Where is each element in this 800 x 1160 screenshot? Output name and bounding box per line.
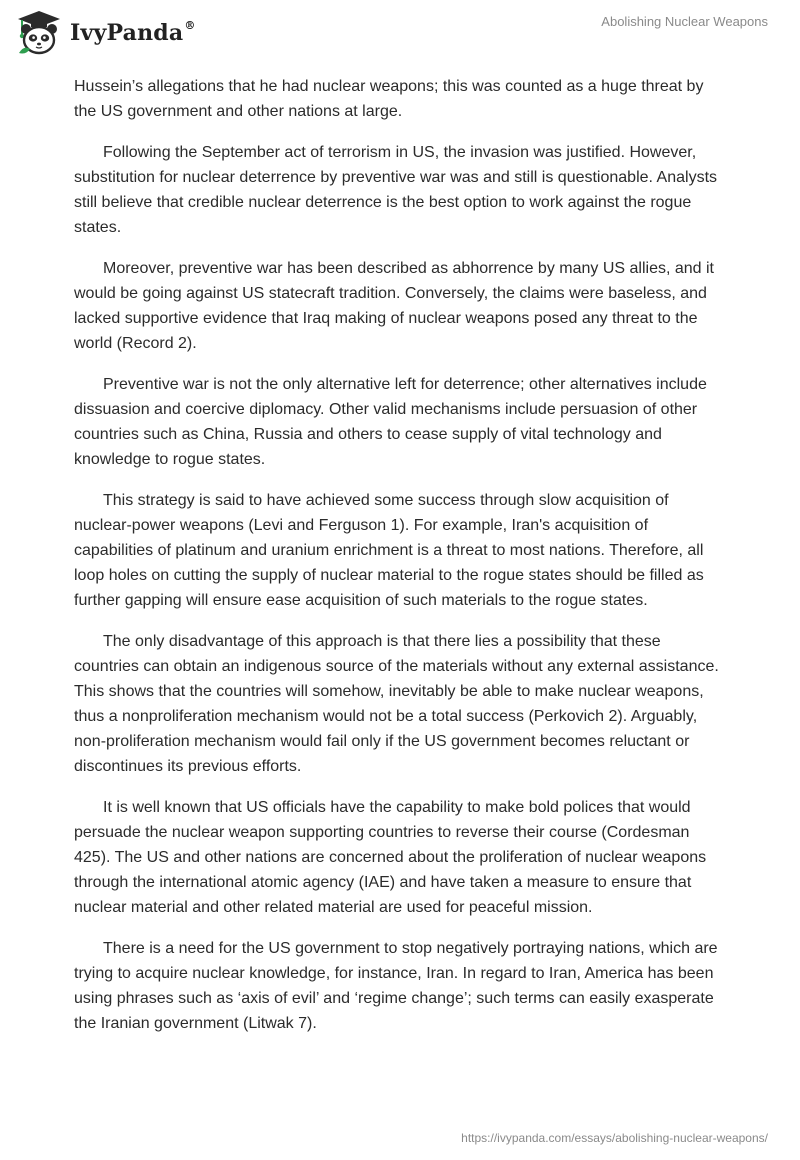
brand-name: IvyPanda® <box>70 18 196 46</box>
paragraph-8: There is a need for the US government to stop negatively portraying nations, which are trying to acquire nuclear knowledge, for instance, Iran. In regard to Iran, America has been using phrases such as ‘axis of evil’ and ‘regime change’; such terms can easily exasperate the Iranian government (Litwak 7). <box>74 940 718 1032</box>
registered-mark: ® <box>184 18 196 32</box>
paragraph-5: This strategy is said to have achieved some success through slow acquisition of nuclear-power weapons (Levi and Ferguson 1). For example, Iran's acquisition of capabilities of platinum and uranium enrichment is a threat to most nations. Therefore, all loop holes on cutting the supply of nuclear material to the rogue states should be filled as further gapping will ensure ease acquisition of such materials to the rogue states. <box>74 492 704 609</box>
page-header <box>0 0 800 70</box>
panda-graduate-logo-icon <box>14 9 64 57</box>
paragraph-4: Preventive war is not the only alternative left for deterrence; other alternatives include dissuasion and coercive diplomacy. Other valid mechanisms include persuasion of other countries such as China, Russia and others to cease supply of vital technology and knowledge to rogue states. <box>74 376 707 468</box>
paragraph-7: It is well known that US officials have the capability to make bold polices that would persuade the nuclear weapon supporting countries to reverse their course (Cordesman 425). The US and other nations are concerned about the proliferation of nuclear weapons through the international atomic agency (IAE) and have taken a measure to ensure that nuclear material and other related material are used for peaceful mission. <box>74 799 707 916</box>
document-title: Abolishing Nuclear Weapons <box>601 14 768 29</box>
essay-body <box>74 74 726 1052</box>
paragraph-6: The only disadvantage of this approach is that there lies a possibility that these countries can obtain an indigenous source of the materials without any external assistance. This shows that the countries will somehow, inevitably be able to make nuclear weapons, thus a nonproliferation mechanism would not be a total success (Perkovich 2). Arguably, non-proliferation mechanism would fail only if the US government becomes reluctant or discontinues its previous efforts. <box>74 633 719 775</box>
paragraph-3: Moreover, preventive war has been described as abhorrence by many US allies, and it would be going against US statecraft tradition. Conversely, the claims were baseless, and lacked supportive evidence that Iraq making of nuclear weapons posed any threat to the world (Record 2). <box>74 260 714 352</box>
brand-logo[interactable] <box>14 9 196 57</box>
footer-url[interactable]: https://ivypanda.com/essays/abolishing-nuclear-weapons/ <box>461 1131 768 1145</box>
paragraph-2: Following the September act of terrorism in US, the invasion was justified. However, substitution for nuclear deterrence by preventive war was and still is questionable. Analysts still believe that credible nuclear deterrence is the best option to work against the rogue states. <box>74 144 718 236</box>
paragraph-1: Hussein’s allegations that he had nuclear weapons; this was counted as a huge threat by the US government and other nations at large. <box>74 78 704 120</box>
